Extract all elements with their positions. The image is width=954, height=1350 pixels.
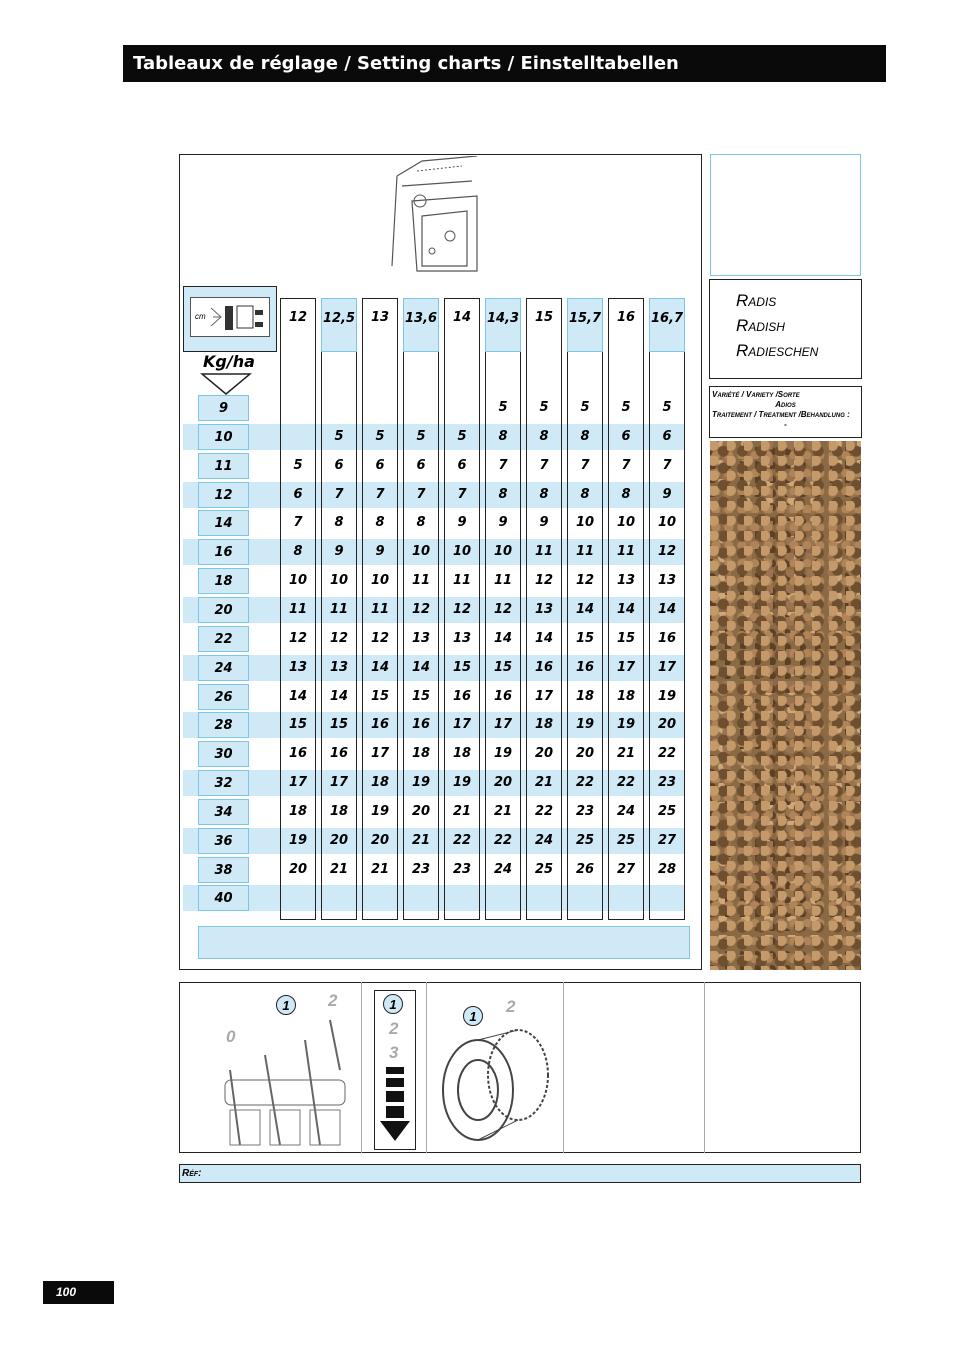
setting-value [280, 885, 316, 911]
setting-value: 5 [498, 400, 508, 415]
setting-value: 19 [657, 688, 677, 704]
setting-value: 25 [575, 832, 595, 848]
setting-value: 11 [370, 601, 390, 617]
setting-value: 9 [457, 515, 467, 531]
setting-value [321, 885, 357, 911]
setting-value: 17 [370, 746, 390, 762]
setting-value: 8 [580, 428, 590, 444]
width-header: 14 [452, 310, 472, 325]
setting-value: 12 [411, 601, 431, 617]
setting-value: 14 [657, 601, 677, 617]
rate-cell: 18 [198, 568, 249, 594]
rate-cell: 30 [198, 741, 249, 767]
setting-value: 24 [493, 861, 513, 877]
page-number: 100 [43, 1281, 114, 1304]
setting-value: 7 [334, 486, 344, 502]
treatment-label: Traitement / Treatment /Behandlung : [712, 410, 850, 419]
seed-photo-top-frame [710, 154, 861, 276]
setting-value: 13 [534, 601, 554, 617]
setting-value: 16 [411, 717, 431, 733]
setting-value: 18 [411, 746, 431, 762]
setting-value: 7 [580, 457, 590, 473]
setting-value: 17 [616, 659, 636, 675]
crop-name-en: Radish [736, 316, 785, 335]
gear-3-option: 3 [389, 1043, 399, 1062]
setting-value: 7 [416, 486, 426, 502]
setting-value: 16 [329, 746, 349, 762]
setting-value: 11 [534, 544, 554, 560]
setting-value: 12 [493, 601, 513, 617]
setting-value: 7 [662, 457, 672, 473]
setting-value: 21 [370, 861, 390, 877]
setting-value: 13 [452, 630, 472, 646]
setting-1-selected: 1 [276, 995, 296, 1015]
setting-value: 20 [657, 717, 677, 733]
setting-value: 24 [616, 803, 636, 819]
width-header: 15 [534, 310, 554, 325]
setting-value: 11 [452, 573, 472, 589]
setting-value: 18 [452, 746, 472, 762]
setting-value: 16 [493, 688, 513, 704]
setting-value: 10 [329, 573, 349, 589]
setting-value [444, 885, 480, 911]
arrow-down-icon [200, 372, 252, 396]
setting-value [403, 395, 439, 421]
row-width-icon [190, 297, 270, 337]
setting-value: 22 [493, 832, 513, 848]
setting-value: 5 [580, 400, 590, 415]
setting-value: 6 [293, 486, 303, 502]
gear-2-option: 2 [389, 1019, 399, 1038]
setting-value: 7 [375, 486, 385, 502]
rate-cell: 38 [198, 857, 249, 883]
setting-value: 14 [370, 659, 390, 675]
setting-value: 18 [288, 803, 308, 819]
setting-value [485, 885, 521, 911]
rate-cell: 24 [198, 655, 249, 681]
setting-value: 21 [411, 832, 431, 848]
setting-value: 5 [416, 428, 426, 444]
setting-value: 15 [452, 659, 472, 675]
setting-value: 19 [493, 746, 513, 762]
setting-value: 27 [657, 832, 677, 848]
setting-value: 16 [288, 746, 308, 762]
setting-value: 19 [288, 832, 308, 848]
rate-cell: 32 [198, 770, 249, 796]
variety-box [709, 386, 862, 438]
rate-cell: 20 [198, 597, 249, 623]
setting-value: 14 [616, 601, 636, 617]
setting-value [362, 885, 398, 911]
divider [563, 982, 564, 1153]
wheel-2-option: 2 [506, 997, 516, 1016]
setting-value: 21 [329, 861, 349, 877]
row-width-icon-box [183, 286, 277, 352]
page-title: Tableaux de réglage / Setting charts / Einstelltabellen [123, 45, 886, 82]
setting-value: 5 [457, 428, 467, 444]
setting-value: 16 [575, 659, 595, 675]
setting-value: 16 [534, 659, 554, 675]
setting-value: 18 [370, 775, 390, 791]
setting-value: 19 [575, 717, 595, 733]
rate-cell: 9 [198, 395, 249, 421]
setting-value: 12 [452, 601, 472, 617]
distribution-wheel-illustration [438, 1020, 558, 1150]
width-header: 12 [288, 310, 308, 325]
setting-value: 6 [416, 457, 426, 473]
setting-value: 15 [411, 688, 431, 704]
setting-value: 8 [498, 428, 508, 444]
setting-value: 14 [534, 630, 554, 646]
setting-value: 13 [288, 659, 308, 675]
setting-value: 5 [539, 400, 549, 415]
rate-cell: 34 [198, 799, 249, 825]
rate-cell: 40 [198, 885, 249, 911]
setting-value: 17 [493, 717, 513, 733]
setting-value: 11 [288, 601, 308, 617]
setting-value: 14 [411, 659, 431, 675]
setting-value [526, 885, 562, 911]
setting-value: 11 [575, 544, 595, 560]
setting-value: 17 [329, 775, 349, 791]
width-header: 12,5 [321, 298, 357, 352]
setting-value: 16 [370, 717, 390, 733]
setting-value: 23 [452, 861, 472, 877]
setting-value: 8 [539, 486, 549, 502]
setting-value: 9 [539, 515, 549, 531]
setting-value: 21 [493, 803, 513, 819]
setting-value: 24 [534, 832, 554, 848]
setting-value: 12 [575, 573, 595, 589]
rate-cell: 16 [198, 539, 249, 565]
setting-value: 21 [452, 803, 472, 819]
setting-value: 14 [329, 688, 349, 704]
setting-value: 12 [370, 630, 390, 646]
setting-value: 18 [616, 688, 636, 704]
setting-value: 15 [493, 659, 513, 675]
setting-value: 7 [498, 457, 508, 473]
setting-value: 10 [616, 515, 636, 531]
rate-cell: 22 [198, 626, 249, 652]
setting-value: 9 [498, 515, 508, 531]
setting-value: 10 [493, 544, 513, 560]
setting-value: 15 [329, 717, 349, 733]
setting-value: 26 [575, 861, 595, 877]
setting-value: 10 [370, 573, 390, 589]
setting-value: 6 [662, 428, 672, 444]
setting-value: 8 [621, 486, 631, 502]
setting-value: 9 [662, 486, 672, 502]
setting-value: 11 [616, 544, 636, 560]
setting-value: 7 [457, 486, 467, 502]
setting-value [362, 395, 398, 421]
setting-value: 17 [288, 775, 308, 791]
setting-value: 7 [539, 457, 549, 473]
setting-value: 20 [329, 832, 349, 848]
cm-label: cm [195, 312, 206, 321]
setting-value: 10 [452, 544, 472, 560]
setting-0-option: 0 [226, 1027, 236, 1046]
setting-value: 22 [657, 746, 677, 762]
setting-value: 8 [375, 515, 385, 531]
rate-cell: 26 [198, 684, 249, 710]
setting-2-option: 2 [328, 991, 338, 1010]
rate-cell: 28 [198, 712, 249, 738]
setting-value: 17 [452, 717, 472, 733]
setting-value: 25 [534, 861, 554, 877]
setting-value: 17 [534, 688, 554, 704]
rate-cell: 11 [198, 453, 249, 479]
setting-value: 18 [575, 688, 595, 704]
setting-value: 20 [411, 803, 431, 819]
setting-value: 14 [288, 688, 308, 704]
setting-value: 16 [452, 688, 472, 704]
speed-arrow-icon [380, 1065, 410, 1145]
treatment-value: - [784, 420, 787, 429]
setting-value: 10 [657, 515, 677, 531]
setting-value: 15 [575, 630, 595, 646]
crop-name-de: Radieschen [736, 341, 819, 360]
setting-value: 20 [370, 832, 390, 848]
setting-value: 7 [621, 457, 631, 473]
setting-value: 25 [616, 832, 636, 848]
wheel-1-selected: 1 [463, 1006, 483, 1026]
gear-1-selected: 1 [383, 994, 403, 1014]
seed-photo [710, 441, 861, 970]
crop-name-box [709, 279, 862, 379]
setting-value: 23 [575, 803, 595, 819]
setting-value [649, 885, 685, 911]
setting-value: 13 [616, 573, 636, 589]
setting-value: 22 [575, 775, 595, 791]
setting-value: 6 [334, 457, 344, 473]
setting-value: 22 [452, 832, 472, 848]
setting-value: 19 [411, 775, 431, 791]
rate-cell: 14 [198, 510, 249, 536]
setting-value: 12 [329, 630, 349, 646]
setting-value: 25 [657, 803, 677, 819]
setting-value: 23 [411, 861, 431, 877]
width-header: 13,6 [403, 298, 439, 352]
setting-value: 13 [657, 573, 677, 589]
divider [426, 982, 427, 1153]
setting-value: 5 [293, 457, 303, 473]
setting-value: 11 [329, 601, 349, 617]
setting-value: 6 [457, 457, 467, 473]
setting-value [280, 395, 316, 421]
setting-value: 7 [293, 515, 303, 531]
setting-value [567, 885, 603, 911]
setting-value: 14 [493, 630, 513, 646]
setting-value: 17 [657, 659, 677, 675]
setting-value: 21 [534, 775, 554, 791]
setting-value: 15 [288, 717, 308, 733]
setting-value [608, 885, 644, 911]
metering-unit-illustration [382, 156, 482, 280]
setting-value [321, 395, 357, 421]
width-header: 16 [616, 310, 636, 325]
setting-value: 11 [411, 573, 431, 589]
setting-value: 8 [416, 515, 426, 531]
rate-cell: 36 [198, 828, 249, 854]
variety-value: Adios [775, 400, 796, 409]
setting-value: 5 [334, 428, 344, 444]
setting-value: 9 [334, 544, 344, 560]
setting-value: 23 [657, 775, 677, 791]
setting-value [444, 395, 480, 421]
setting-value: 15 [370, 688, 390, 704]
setting-value: 11 [493, 573, 513, 589]
variety-label: Variété / Variety /Sorte [712, 390, 800, 399]
setting-value: 12 [534, 573, 554, 589]
setting-value: 20 [534, 746, 554, 762]
setting-value: 19 [616, 717, 636, 733]
divider [704, 982, 705, 1153]
setting-value: 20 [288, 861, 308, 877]
setting-value: 5 [662, 400, 672, 415]
setting-value: 6 [621, 428, 631, 444]
setting-value: 18 [329, 803, 349, 819]
setting-value: 15 [616, 630, 636, 646]
setting-value: 5 [375, 428, 385, 444]
width-header: 15,7 [567, 298, 603, 352]
setting-value: 20 [493, 775, 513, 791]
reference-bar: Réf: [179, 1164, 861, 1183]
table-footer-bar [198, 926, 690, 959]
setting-value: 8 [539, 428, 549, 444]
setting-value: 27 [616, 861, 636, 877]
setting-value: 20 [575, 746, 595, 762]
width-header: 13 [370, 310, 390, 325]
width-header: 14,3 [485, 298, 521, 352]
setting-value: 14 [575, 601, 595, 617]
setting-value: 13 [329, 659, 349, 675]
setting-value: 13 [411, 630, 431, 646]
setting-value: 9 [375, 544, 385, 560]
setting-value: 16 [657, 630, 677, 646]
setting-value: 18 [534, 717, 554, 733]
rate-cell: 12 [198, 482, 249, 508]
setting-value: 12 [657, 544, 677, 560]
setting-value: 19 [452, 775, 472, 791]
setting-value: 22 [534, 803, 554, 819]
crop-name-fr: Radis [736, 291, 777, 310]
setting-value: 10 [288, 573, 308, 589]
setting-value: 28 [657, 861, 677, 877]
setting-value: 8 [498, 486, 508, 502]
divider [361, 982, 362, 1153]
setting-value: 5 [621, 400, 631, 415]
setting-value: 12 [288, 630, 308, 646]
setting-value: 6 [375, 457, 385, 473]
kg-ha-label: Kg/ha [203, 352, 255, 371]
setting-value [403, 885, 439, 911]
setting-value: 8 [293, 544, 303, 560]
setting-value [280, 424, 316, 450]
width-header: 16,7 [649, 298, 685, 352]
setting-value: 19 [370, 803, 390, 819]
setting-value: 10 [575, 515, 595, 531]
setting-value: 10 [411, 544, 431, 560]
rate-cell: 10 [198, 424, 249, 450]
setting-value: 8 [580, 486, 590, 502]
setting-value: 8 [334, 515, 344, 531]
setting-value: 21 [616, 746, 636, 762]
setting-value: 22 [616, 775, 636, 791]
